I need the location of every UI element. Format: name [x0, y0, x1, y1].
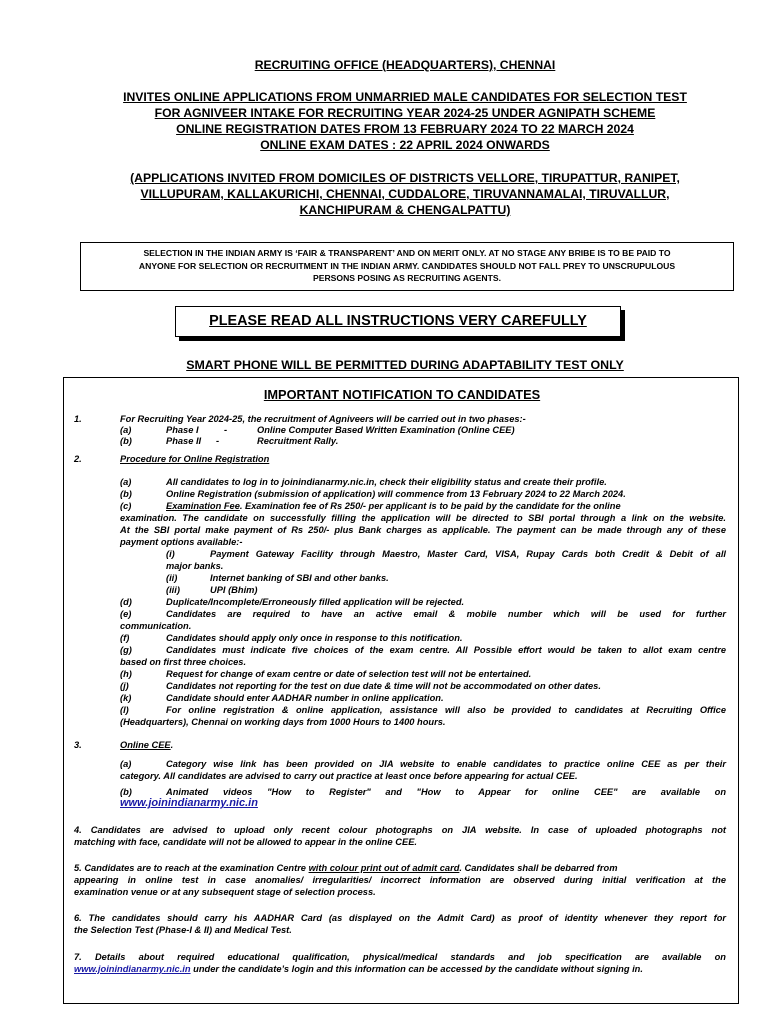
para-4-line-2: matching with face, candidate will not be allowed to appear in the online CEE. — [74, 837, 417, 847]
para-2l-line-1: For online registration & online application, assistance will also be provided to candidates at Recruiting Office — [166, 705, 726, 715]
registration-dates-line: ONLINE REGISTRATION DATES FROM 13 FEBRUARY 2024 TO 22 MARCH 2024 — [176, 122, 634, 136]
para-2l-label: (l) — [120, 705, 129, 715]
para-2c-line-1 — [166, 500, 726, 512]
para-1a-desc: Online Computer Based Written Examination (Online CEE) — [257, 425, 515, 435]
para-3a-line-2: category. All candidates are advised to carry out practice at least once before appearing for actual CEE. — [120, 771, 578, 781]
option-iii-label: (iii) — [166, 585, 180, 595]
para-2a-text: All candidates to log in to joinindianarmy.nic.in, check their eligibility status and create their profile. — [166, 477, 607, 487]
para-5-line-1 — [74, 862, 726, 874]
para-1b-label: (b) — [120, 436, 132, 446]
para-3b-label: (b) — [120, 787, 132, 797]
para-7-line-1: 7. Details about required educational qualification, physical/medical standards and job specification are available on — [74, 952, 726, 962]
please-read-banner: PLEASE READ ALL INSTRUCTIONS VERY CAREFULLY — [175, 306, 621, 337]
para-4-line-1: 4. Candidates are advised to upload only recent colour photographs on JIA website. In case of uploaded photographs not — [74, 825, 726, 835]
para-6-line-1: 6. The candidates should carry his AADHAR Card (as displayed on the Admit Card) as proof of identity whenever they report for — [74, 913, 726, 923]
para-5-line-3: examination venue or at any subsequent stage of selection process. — [74, 887, 376, 897]
exam-fee-heading: Examination Fee — [166, 501, 240, 511]
para-3b-text: Animated videos "How to Register" and "How to Appear for online CEE" are available on — [166, 787, 726, 797]
para-2c-line-4: payment options available:- — [120, 537, 243, 547]
option-i-line-1: Payment Gateway Facility through Maestro, Master Card, VISA, Rupay Cards both Credit & Debit of all — [210, 549, 726, 559]
join-indian-army-link-2[interactable]: www.joinindianarmy.nic.in — [74, 964, 191, 974]
option-ii-text: Internet banking of SBI and other banks. — [210, 573, 389, 583]
invitation-line-1: INVITES ONLINE APPLICATIONS FROM UNMARRIED MALE CANDIDATES FOR SELECTION TEST — [123, 90, 687, 104]
para-3a-line-1: Category wise link has been provided on JIA website to enable candidates to practice online CEE as per their — [166, 759, 726, 769]
districts-line-1: (APPLICATIONS INVITED FROM DOMICILES OF DISTRICTS VELLORE, TIRUPATTUR, RANIPET, — [130, 171, 680, 185]
para-2d-label: (d) — [120, 597, 132, 607]
admit-card-requirement: with colour print out of admit card — [308, 863, 460, 873]
option-ii-label: (ii) — [166, 573, 178, 583]
districts-line-2: VILLUPURAM, KALLAKURICHI, CHENNAI, CUDDALORE, TIRUVANNAMALAI, TIRUVALLUR, — [140, 187, 670, 201]
invitation-heading — [60, 89, 750, 153]
join-indian-army-link[interactable]: www.joinindianarmy.nic.in — [120, 797, 258, 809]
option-i-line-2: major banks. — [166, 561, 224, 571]
para-1a-phase: Phase I — [166, 425, 199, 435]
para-7-line-2 — [74, 963, 643, 975]
para-2k-label: (k) — [120, 693, 132, 703]
districts-heading — [60, 170, 750, 218]
districts-line-3: KANCHIPURAM & CHENGALPATTU) — [299, 203, 511, 217]
para-2g-label: (g) — [120, 645, 132, 655]
para-2b-text: Online Registration (submission of application) will commence from 13 February 2024 to 22 March 2024. — [166, 489, 626, 499]
anti-bribe-warning-box — [80, 242, 734, 291]
invitation-line-2: FOR AGNIVEER INTAKE FOR RECRUITING YEAR 2024-25 UNDER AGNIPATH SCHEME — [154, 106, 656, 120]
para-3-heading-wrap: Online CEE. — [120, 740, 174, 750]
para-1a-label: (a) — [120, 425, 132, 435]
para-2j-label: (j) — [120, 681, 129, 691]
para-7-rest: under the candidate’s login and this information can be accessed by the candidate without signing in. — [190, 964, 643, 974]
option-i-label: (i) — [166, 549, 175, 559]
para-3-heading: Online CEE — [120, 740, 171, 750]
para-2l-line-2: (Headquarters), Chennai on working days from 1000 Hours to 1400 hours. — [120, 717, 446, 727]
para-5-line-2: appearing in online test in case anomalies/ irregularities/ incorrect information are observed during initial verification at the — [74, 875, 726, 885]
exam-dates-line: ONLINE EXAM DATES : 22 APRIL 2024 ONWARDS — [260, 138, 550, 152]
para-2g-line-1: Candidates must indicate five choices of the exam centre. All Possible effort would be taken to allot exam centre — [166, 645, 726, 655]
smart-phone-notice: SMART PHONE WILL BE PERMITTED DURING ADAPTABILITY TEST ONLY — [186, 358, 624, 372]
para-1b-dash: - — [216, 436, 220, 446]
para-2f-label: (f) — [120, 633, 130, 643]
office-title: RECRUITING OFFICE (HEADQUARTERS), CHENNAI — [254, 58, 556, 72]
para-3-number: 3. — [74, 740, 82, 750]
notification-box — [63, 377, 739, 1004]
para-1b-desc: Recruitment Rally. — [257, 436, 339, 446]
para-2j-text: Candidates not reporting for the test on due date & time will not be accommodated on other dates. — [166, 681, 601, 691]
notification-title: IMPORTANT NOTIFICATION TO CANDIDATES — [263, 387, 541, 402]
para-2c-line-3: At the SBI portal make payment of Rs 250/- plus Bank charges as applicable. The payment can be made through any of these — [120, 525, 726, 535]
para-2a-label: (a) — [120, 477, 132, 487]
para-1-number: 1. — [74, 414, 82, 424]
warning-line-2: ANYONE FOR SELECTION OR RECRUITMENT IN THE INDIAN ARMY. CANDIDATES SHOULD NOT FALL PREY TO UNSCRUPULOUS — [138, 260, 676, 271]
para-2e-line-1: Candidates are required to have an active email & mobile number which will be used for further — [166, 609, 726, 619]
para-5-lead: 5. Candidates are to reach at the examination Centre — [74, 863, 309, 873]
para-2-number: 2. — [74, 454, 82, 464]
para-3a-label: (a) — [120, 759, 132, 769]
para-2f-text: Candidates should apply only once in response to this notification. — [166, 633, 463, 643]
para-2h-text: Request for change of exam centre or date of selection test will not be entertained. — [166, 669, 532, 679]
warning-line-3: PERSONS POSING AS RECRUITING AGENTS. — [313, 273, 501, 283]
para-2c-label: (c) — [120, 501, 132, 511]
option-iii-text: UPI (Bhim) — [210, 585, 258, 595]
para-5-rest: . Candidates shall be debarred from — [459, 863, 618, 873]
para-2e-line-2: communication. — [120, 621, 192, 631]
para-1-text: For Recruiting Year 2024-25, the recruitment of Agniveers will be carried out in two phases:- — [120, 414, 526, 424]
para-2g-line-2: based on first three choices. — [120, 657, 247, 667]
para-2e-label: (e) — [120, 609, 132, 619]
para-2h-label: (h) — [120, 669, 132, 679]
para-2-heading: Procedure for Online Registration — [120, 454, 270, 464]
para-2k-text: Candidate should enter AADHAR number in online application. — [166, 693, 444, 703]
para-1a-dash: - — [224, 425, 228, 435]
para-2c-line-2: examination. The candidate on successfully filling the application will be directed to SBI portal through a link on the website. — [120, 513, 726, 523]
para-1b-phase: Phase II — [166, 436, 202, 446]
exam-fee-text: . Examination fee of Rs 250/- per applicant is to be paid by the candidate for the online — [239, 501, 621, 511]
para-6-line-2: the Selection Test (Phase-I & II) and Medical Test. — [74, 925, 292, 935]
para-2b-label: (b) — [120, 489, 132, 499]
warning-line-1: SELECTION IN THE INDIAN ARMY IS ‘FAIR & TRANSPARENT’ AND ON MERIT ONLY. AT NO STAGE ANY BRIBE IS TO BE PAID TO — [143, 248, 671, 258]
para-2d-text: Duplicate/Incomplete/Erroneously filled application will be rejected. — [166, 597, 465, 607]
